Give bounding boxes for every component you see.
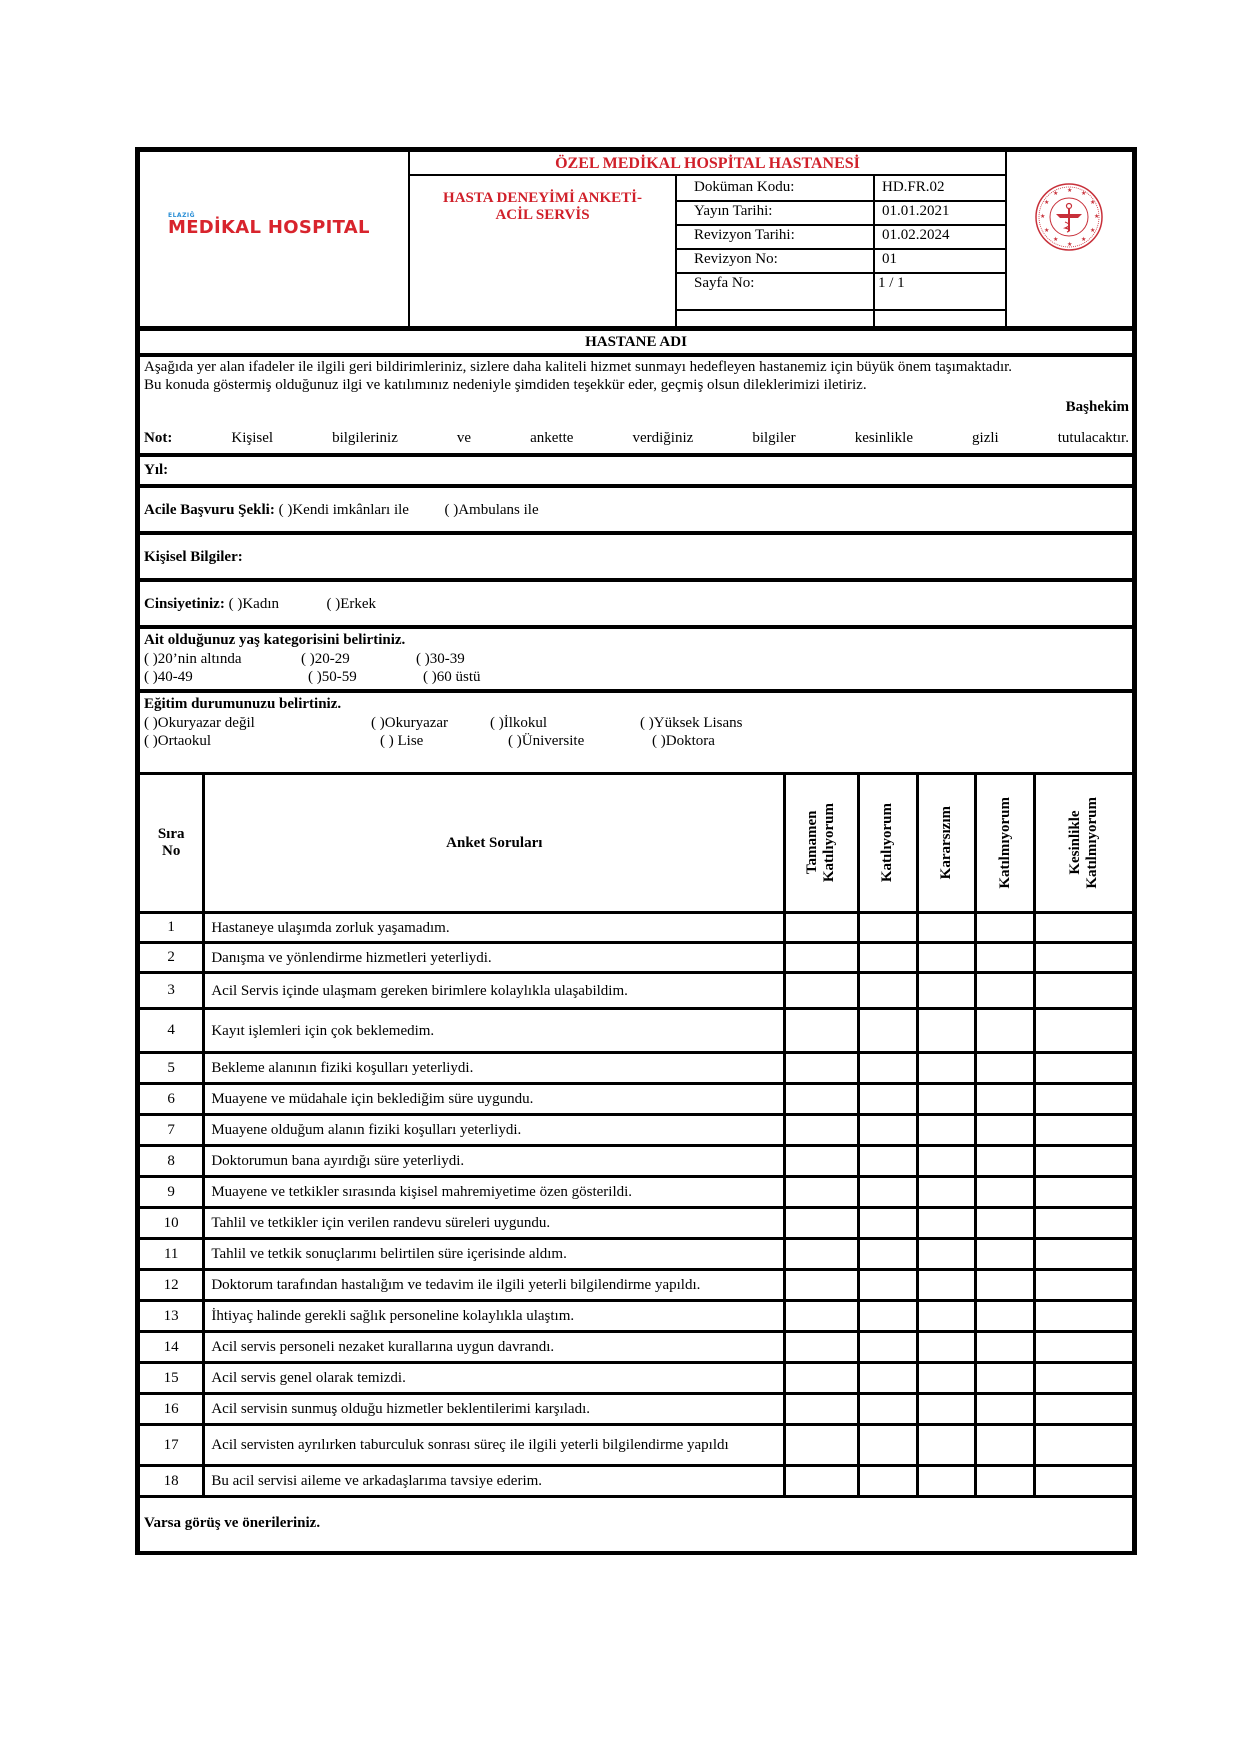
answer-cell[interactable] [917,1084,975,1115]
answer-cell[interactable] [785,973,858,1009]
answer-cell[interactable] [917,1009,975,1053]
form-title [410,176,675,326]
answer-cell[interactable] [917,1332,975,1363]
intro-line-1: Aşağıda yer alan ifadeler ile ilgili geri bildirimleriniz, sizlere daha kaliteli hizmet sunmayı hedefleyen hastanemiz için büyük önem taşımaktadır. [144,359,1013,375]
svg-text:★: ★ [1067,187,1073,194]
column-header-undecided: Kararsızım [917,774,975,913]
svg-text:★: ★ [1094,213,1100,220]
answer-cell[interactable] [976,1332,1035,1363]
note-word: bilgiler [752,430,796,446]
svg-text:★: ★ [1044,199,1050,206]
confidentiality-note [144,430,1129,447]
answer-cell[interactable] [1035,1009,1135,1053]
answer-cell[interactable] [976,1425,1035,1466]
form-header [135,147,1137,331]
age-option[interactable]: ( )30-39 [416,651,465,667]
answer-cell[interactable] [858,1425,917,1466]
answer-cell[interactable] [785,913,858,943]
answer-cell[interactable] [1035,1146,1135,1177]
answer-cell[interactable] [917,1394,975,1425]
personal-info-heading-section [135,535,1137,582]
table-row: 10 Tahlil ve tetkikler için verilen randevu süreleri uygundu. [138,1208,1135,1239]
table-row: 4 Kayıt işlemleri için çok beklemedim. [138,1009,1135,1053]
survey-question-table [135,772,1137,1498]
answer-cell[interactable] [917,943,975,973]
answer-cell[interactable] [858,1301,917,1332]
answer-cell[interactable] [785,1363,858,1394]
answer-cell[interactable] [917,1466,975,1497]
svg-text:★: ★ [1081,236,1087,243]
option-female[interactable]: ( )Kadın [228,596,279,612]
meta-label: Yayın Tarihi: [694,203,773,219]
meta-row-blank [677,309,1007,326]
answer-cell[interactable] [858,1394,917,1425]
answer-cell[interactable] [976,1053,1035,1084]
answer-cell[interactable] [858,1270,917,1301]
answer-cell[interactable] [917,1146,975,1177]
age-label: Ait olduğunuz yaş kategorisini belirtiniz. [144,632,406,648]
answer-cell[interactable] [1035,1239,1135,1270]
answer-cell[interactable] [1035,913,1135,943]
meta-row-revision-no [677,248,1007,274]
admission-type-field [135,488,1137,535]
table-row: 7 Muayene olduğum alanın fiziki koşulları yeterliydi. [138,1115,1135,1146]
answer-cell[interactable] [1035,943,1135,973]
table-row: 17 Acil servisten ayrılırken taburculuk sonrası süreç ile ilgili yeterli bilgilendirme yapıldı [138,1425,1135,1466]
column-header-no: Sıra No [138,774,204,913]
admission-label: Acile Başvuru Şekli: [144,502,275,518]
svg-text:★: ★ [1053,236,1059,243]
education-option[interactable]: ( )Doktora [652,733,715,749]
note-word: tutulacaktır. [1057,430,1129,446]
answer-cell[interactable] [785,1466,858,1497]
intro-section [135,357,1137,457]
education-option[interactable]: ( )Üniversite [508,733,585,749]
answer-cell[interactable] [917,1301,975,1332]
answer-cell[interactable] [1035,1363,1135,1394]
table-row: 11 Tahlil ve tetkik sonuçlarımı belirtilen süre içerisinde aldım. [138,1239,1135,1270]
answer-cell[interactable] [976,1084,1035,1115]
hospital-logo [168,212,373,237]
answer-cell[interactable] [785,1053,858,1084]
answer-cell[interactable] [917,1363,975,1394]
personal-info-label: Kişisel Bilgiler: [144,549,243,565]
column-header-strongly-agree: Tamamen Katılıyorum [785,774,858,913]
meta-row-page-no [677,272,1007,311]
meta-label: Doküman Kodu: [694,179,795,195]
answer-cell[interactable] [976,973,1035,1009]
svg-text:★: ★ [1040,213,1046,220]
meta-row-revision-date [677,224,1007,250]
answer-cell[interactable] [976,1239,1035,1270]
meta-label: Revizyon No: [694,251,778,267]
option-male[interactable]: ( )Erkek [326,596,377,612]
meta-row-publish-date [677,200,1007,226]
answer-cell[interactable] [917,1239,975,1270]
education-field [135,693,1137,772]
table-row: 2 Danışma ve yönlendirme hizmetleri yeterliydi. [138,943,1135,973]
answer-cell[interactable] [785,1146,858,1177]
answer-cell[interactable] [976,1270,1035,1301]
svg-text:★: ★ [1067,241,1073,248]
meta-value: HD.FR.02 [882,179,945,195]
note-word: bilgileriniz [332,430,398,446]
logo-city: ELAZIĞ [168,212,196,219]
intro-line-2: Bu konuda göstermiş olduğunuz ilgi ve katılımınız nedeniyle şimdiden teşekkür eder, geçmiş olsun dileklerimizi iletiriz. [144,377,867,393]
table-row: 3 Acil Servis içinde ulaşmam gereken birimlere kolaylıkla ulaşabildim. [138,973,1135,1009]
answer-cell[interactable] [785,1270,858,1301]
answer-cell[interactable] [858,1084,917,1115]
answer-cell[interactable] [1035,973,1135,1009]
answer-cell[interactable] [785,943,858,973]
note-label: Not: [144,430,173,446]
answer-cell[interactable] [1035,1394,1135,1425]
answer-cell[interactable] [1035,1332,1135,1363]
answer-cell[interactable] [858,1208,917,1239]
age-option[interactable]: ( )50-59 [308,669,357,685]
meta-value: 1 / 1 [878,275,905,291]
answer-cell[interactable] [917,1053,975,1084]
meta-value: 01.02.2024 [882,227,950,243]
answer-cell[interactable] [1035,1053,1135,1084]
answer-cell[interactable] [858,1053,917,1084]
answer-cell[interactable] [858,1146,917,1177]
answer-cell[interactable] [785,1239,858,1270]
svg-text:★: ★ [1090,199,1096,206]
education-label: Eğitim durumunuzu belirtiniz. [144,696,342,712]
meta-row-doc-code [677,176,1007,202]
svg-text:★: ★ [1081,190,1087,197]
education-option[interactable]: ( )Yüksek Lisans [640,715,743,731]
answer-cell[interactable] [858,1363,917,1394]
answer-cell[interactable] [858,1466,917,1497]
answer-cell[interactable] [976,1115,1035,1146]
answer-cell[interactable] [858,1177,917,1208]
age-option[interactable]: ( )20’nin altında [144,651,242,667]
answer-cell[interactable] [1035,1084,1135,1115]
age-option[interactable]: ( )60 üstü [423,669,481,685]
answer-cell[interactable] [917,1425,975,1466]
meta-value: 01 [882,251,897,267]
answer-cell[interactable] [1035,1270,1135,1301]
answer-cell[interactable] [976,1301,1035,1332]
svg-text:★: ★ [1090,227,1096,234]
column-header-strongly-disagree: Kesinlikle Katılmıyorum [1035,774,1135,913]
answer-cell[interactable] [785,1177,858,1208]
table-row: 6 Muayene ve müdahale için beklediğim süre uygundu. [138,1084,1135,1115]
answer-cell[interactable] [1035,1466,1135,1497]
table-header-row [138,774,1135,913]
answer-cell[interactable] [917,1208,975,1239]
answer-cell[interactable] [917,973,975,1009]
answer-cell[interactable] [785,1009,858,1053]
column-header-agree: Katılıyorum [858,774,917,913]
answer-cell[interactable] [858,1009,917,1053]
note-word: gizli [972,430,999,446]
answer-cell[interactable] [917,1115,975,1146]
hospital-name-heading: HASTANE ADI [585,334,687,350]
education-option[interactable]: ( )Ortaokul [144,733,212,749]
answer-cell[interactable] [858,1115,917,1146]
answer-cell[interactable] [917,1270,975,1301]
seal-cell [1005,152,1132,326]
answer-cell[interactable] [785,1425,858,1466]
meta-value: 01.01.2021 [882,203,950,219]
age-option[interactable]: ( )20-29 [301,651,350,667]
column-header-disagree: Katılmıyorum [976,774,1035,913]
answer-cell[interactable] [917,1177,975,1208]
note-word: ankette [530,430,574,446]
ministry-seal-icon [1034,182,1104,252]
table-row: 16 Acil servisin sunmuş olduğu hizmetler beklentilerimi karşıladı. [138,1394,1135,1425]
answer-cell[interactable] [976,1177,1035,1208]
table-row: 13 İhtiyaç halinde gerekli sağlık personeline kolaylıkla ulaştım. [138,1301,1135,1332]
answer-cell[interactable] [1035,1177,1135,1208]
form-title-line2: ACİL SERVİS [495,207,590,223]
meta-label: Revizyon Tarihi: [694,227,795,243]
age-option[interactable]: ( )40-49 [144,669,193,685]
table-row: 5 Bekleme alanının fiziki koşulları yeterliydi. [138,1053,1135,1084]
answer-cell[interactable] [785,1394,858,1425]
year-label: Yıl: [144,462,169,478]
answer-cell[interactable] [917,913,975,943]
svg-text:★: ★ [1053,190,1059,197]
table-row: 12 Doktorum tarafından hastalığım ve tedavim ile ilgili yeterli bilgilendirme yapıldı. [138,1270,1135,1301]
table-row: 8 Doktorumun bana ayırdığı süre yeterliydi. [138,1146,1135,1177]
answer-cell[interactable] [785,1084,858,1115]
age-category-field [135,629,1137,693]
table-row: 18 Bu acil servisi aileme ve arkadaşlarıma tavsiye ederim. [138,1466,1135,1497]
gender-label: Cinsiyetiniz: [144,596,225,612]
answer-cell[interactable] [858,1332,917,1363]
answer-cell[interactable] [858,913,917,943]
option-self-transport[interactable]: ( )Kendi imkânları ile [278,502,409,518]
table-row: 15 Acil servis genel olarak temizdi. [138,1363,1135,1394]
answer-cell[interactable] [785,1332,858,1363]
note-word: Kişisel [231,430,274,446]
answer-cell[interactable] [976,1466,1035,1497]
svg-text:★: ★ [1044,227,1050,234]
answer-cell[interactable] [1035,1425,1135,1466]
answer-cell[interactable] [785,1208,858,1239]
meta-label: Sayfa No: [694,275,755,291]
answer-cell[interactable] [858,973,917,1009]
answer-cell[interactable] [976,913,1035,943]
education-option[interactable]: ( ) Lise [380,733,424,749]
education-option[interactable]: ( )İlkokul [490,715,548,731]
answer-cell[interactable] [976,1009,1035,1053]
comments-section[interactable] [135,1493,1137,1555]
comments-label: Varsa görüş ve önerileriniz. [144,1515,321,1531]
answer-cell[interactable] [1035,1208,1135,1239]
hospital-name-section [135,331,1137,357]
logo-name: MEDİKAL HOSPITAL [168,217,370,238]
answer-cell[interactable] [1035,1301,1135,1332]
gender-field [135,582,1137,629]
answer-cell[interactable] [1035,1115,1135,1146]
answer-cell[interactable] [976,1208,1035,1239]
note-word: ve [456,430,472,446]
note-word: kesinlikle [854,430,914,446]
answer-cell[interactable] [976,1146,1035,1177]
signature-chief-physician: Başhekim [1065,399,1129,415]
answer-cell[interactable] [858,1239,917,1270]
form-title-line1: HASTA DENEYİMİ ANKETİ- [443,190,642,206]
table-row: 14 Acil servis personeli nezaket kurallarına uygun davrandı. [138,1332,1135,1363]
document-meta-table [675,176,1005,326]
answer-cell[interactable] [976,1394,1035,1425]
answer-cell[interactable] [858,943,917,973]
column-header-question: Anket Soruları [204,774,785,913]
answer-cell[interactable] [976,1363,1035,1394]
table-row: 9 Muayene ve tetkikler sırasında kişisel mahremiyetime özen gösterildi. [138,1177,1135,1208]
education-option[interactable]: ( )Okuryazar [371,715,449,731]
year-field[interactable] [135,457,1137,488]
education-option[interactable]: ( )Okuryazar değil [144,715,255,731]
note-word: verdiğiniz [632,430,694,446]
answer-cell[interactable] [785,1301,858,1332]
answer-cell[interactable] [785,1115,858,1146]
logo-cell [140,152,410,326]
table-row: 1 Hastaneye ulaşımda zorluk yaşamadım. [138,913,1135,943]
answer-cell[interactable] [976,943,1035,973]
option-ambulance[interactable]: ( )Ambulans ile [444,502,539,518]
hospital-title: ÖZEL MEDİKAL HOSPİTAL HASTANESİ [410,152,1005,176]
